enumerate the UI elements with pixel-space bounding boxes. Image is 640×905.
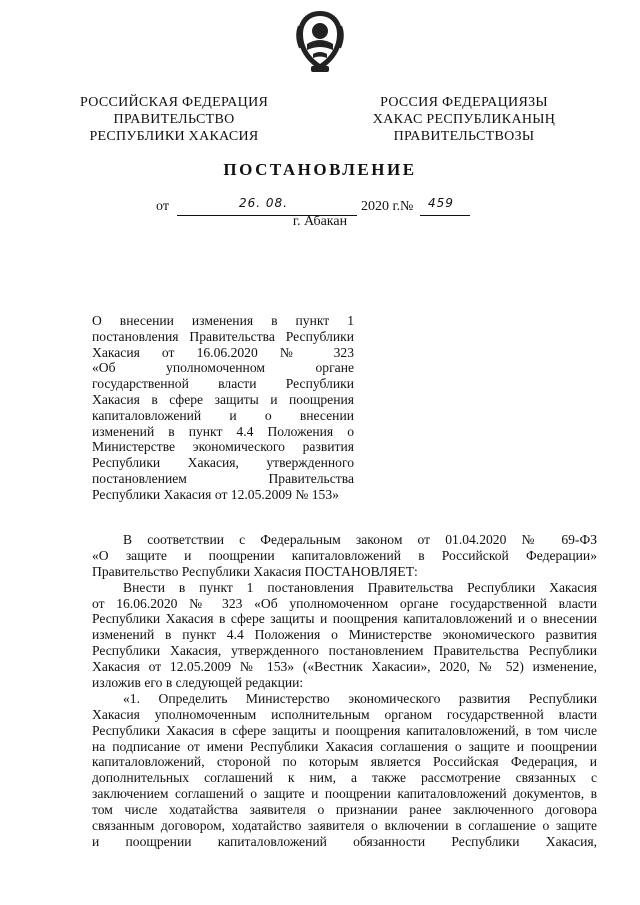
subject-line: Министерстве экономического развития <box>92 439 354 455</box>
subject-line: «Об уполномоченном органе <box>92 360 354 376</box>
body-line: и поощрении капиталовложений обязанности Республики Хакасия, <box>92 833 597 849</box>
header-left-line: РЕСПУБЛИКИ ХАКАСИЯ <box>89 129 259 144</box>
subject-line: постановления Правительства Республики <box>92 328 354 344</box>
body-line: заключением соглашений о защите и поощрении капиталовложений документов, в <box>92 786 597 802</box>
city: г. Абакан <box>292 214 348 229</box>
body-line: Хакасия от 12.05.2009 № 153» («Вестник Хакасии», 2020, № 52) изменение, <box>92 659 597 675</box>
subject-line: капиталовложений и о внесении <box>92 407 354 423</box>
body-line: Республики Хакасия в сфере защиты и поощрения капиталовложений, в том числе <box>92 722 597 738</box>
body-line: В соответствии с Федеральным законом от 01.04.2020 № 69-ФЗ <box>123 532 597 547</box>
body-line: «1. Определить Министерство экономического развития Республики <box>123 690 597 706</box>
header-left-line: ПРАВИТЕЛЬСТВО <box>113 112 235 127</box>
document-title: ПОСТАНОВЛЕНИЕ <box>223 160 417 179</box>
body-line: том числе ходатайства заявителя о признании ранее заключенного договора <box>92 802 597 818</box>
header-left <box>80 94 268 145</box>
subject-line: О внесении изменения в пункт 1 <box>92 313 354 328</box>
body-line: на подписание от имени Республики Хакасия соглашения о защите и поощрении <box>92 738 597 754</box>
header-left-line: РОССИЙСКАЯ ФЕДЕРАЦИЯ <box>80 95 269 110</box>
subject-line: Хакасия в сфере защиты и поощрения <box>92 391 354 407</box>
date-handwritten: 26. 08. <box>239 196 288 210</box>
subject-line: Республики Хакасия от 12.05.2009 № 153» <box>92 486 339 502</box>
subject-line: Республики Хакасия, утвержденного <box>92 455 354 471</box>
body-line: Внести в пункт 1 постановления Правительства Республики Хакасия <box>123 579 597 595</box>
body-text <box>92 532 597 850</box>
date-prefix: от <box>156 199 169 214</box>
body-line: Республики Хакасия, утвержденного постановлением Правительства Республики <box>92 643 597 659</box>
body-line: капиталовложений, стороной по которым является Российская Федерация, и <box>92 754 597 770</box>
body-line: изложив его в следующей редакции: <box>92 675 304 691</box>
date-year: 2020 г. <box>361 199 401 214</box>
subject-line: государственной власти Республики <box>92 376 354 392</box>
body-line: Правительство Республики Хакасия ПОСТАНОВЛЯЕТ: <box>92 563 418 579</box>
body-line: Республики Хакасия в сфере защиты и поощрения капиталовложений и о внесении <box>92 611 597 627</box>
subject-line: постановлением Правительства <box>92 470 354 486</box>
body-line: Хакасия уполномоченным исполнительным органом государственной власти <box>92 706 597 722</box>
body-line: «О защите и поощрении капиталовложений в Российской Федерации» <box>92 547 597 563</box>
body-line: от 16.06.2020 № 323 «Об уполномоченном органе государственной власти <box>92 595 597 611</box>
number-handwritten: 459 <box>428 196 454 210</box>
body-line: связанным договором, ходатайство заявителя о включении в соглашение о защите <box>92 818 597 834</box>
header-right <box>370 94 558 145</box>
subject-block <box>92 313 354 503</box>
body-line: изменений в пункт 4.4 Положения о Министерстве экономического развития <box>92 627 597 643</box>
subject-line: Хакасия от 16.06.2020 № 323 <box>92 344 354 360</box>
number-sign: № <box>400 199 414 214</box>
coat-of-arms-icon <box>293 8 347 76</box>
body-line: дополнительных соглашений к ним, а также рассмотрение связанных с <box>92 770 597 786</box>
header-right-line: ХАКАС РЕСПУБЛИКАНЫҢ <box>372 112 556 127</box>
header-right-line: РОССИЯ ФЕДЕРАЦИЯЗЫ <box>380 95 548 110</box>
header-right-line: ПРАВИТЕЛЬСТВОЗЫ <box>393 129 535 144</box>
subject-line: изменений в пункт 4.4 Положения о <box>92 423 354 439</box>
